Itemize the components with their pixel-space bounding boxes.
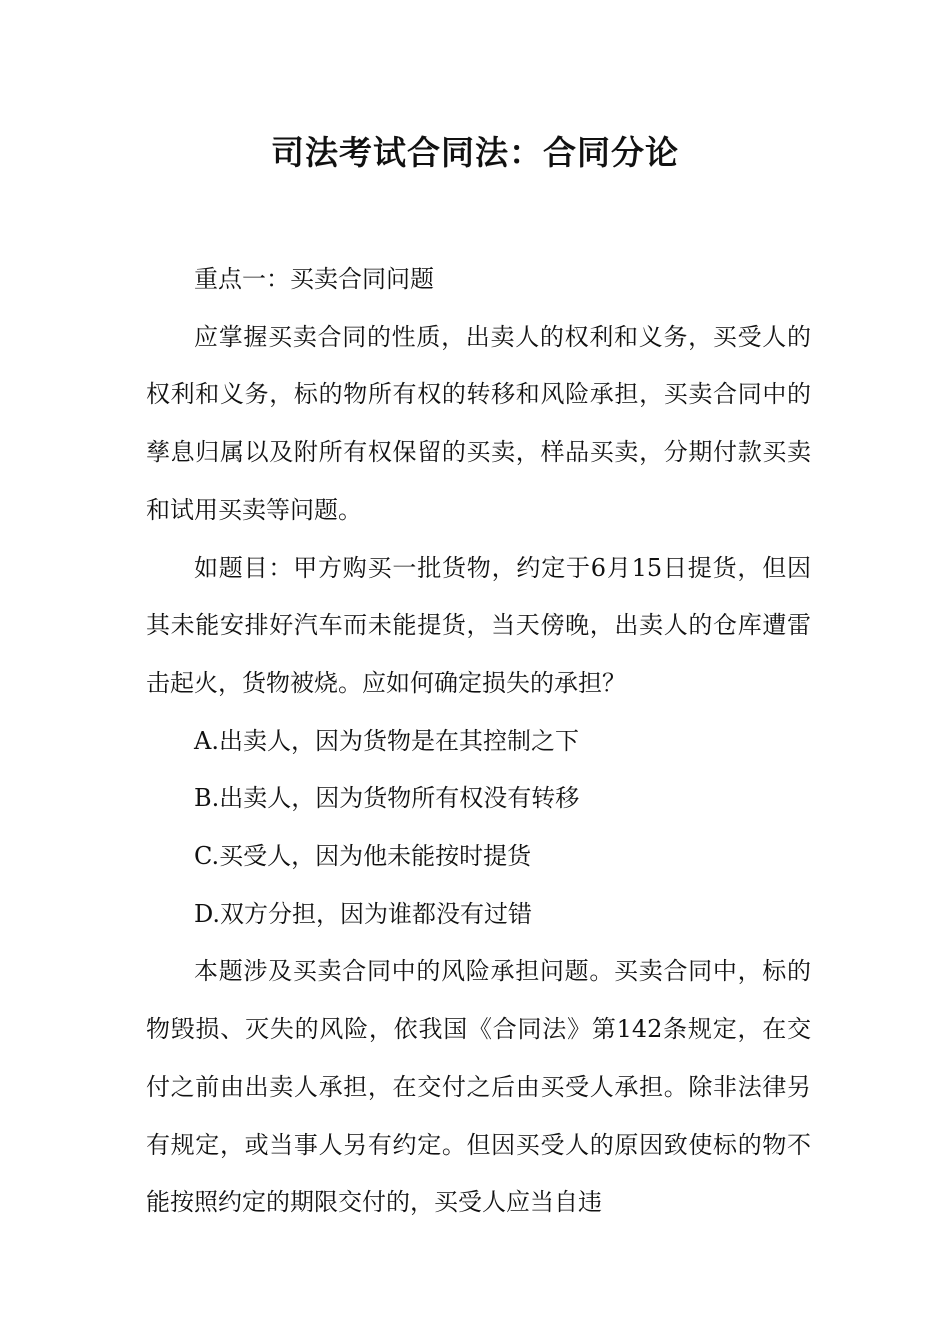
answer-option-a: A.出卖人，因为货物是在其控制之下 bbox=[194, 726, 579, 755]
answer-option-b: B.出卖人，因为货物所有权没有转移 bbox=[194, 784, 580, 813]
explanation-paragraph: 本题涉及买卖合同中的风险承担问题。买卖合同中，标的物毁损、灭失的风险，依我国《合同法》第142条规定，在交付之前由出卖人承担，在交付之后由买受人承担。除非法律另有规定，或当事人另有约定。但因买受人的原因致使标的物不能按照约定的期限交付的，买受人应当自违 bbox=[146, 957, 811, 1217]
question-paragraph: 如题目：甲方购买一批货物，约定于6月15日提货，但因其未能安排好汽车而未能提货，当天傍晚，出卖人的仓库遭雷击起火，货物被烧。应如何确定损失的承担？ bbox=[146, 553, 811, 697]
document-title: 司法考试合同法：合同分论 bbox=[271, 133, 679, 172]
answer-option-c: C.买受人，因为他未能按时提货 bbox=[194, 842, 532, 871]
document-body bbox=[146, 251, 811, 1232]
section-heading: 重点一：买卖合同问题 bbox=[194, 265, 434, 293]
answer-option-d: D.双方分担，因为谁都没有过错 bbox=[194, 899, 533, 928]
paragraph: 应掌握买卖合同的性质，出卖人的权利和义务，买受人的权利和义务，标的物所有权的转移和风险承担，买卖合同中的孳息归属以及附所有权保留的买卖，样品买卖，分期付款买卖和试用买卖等问题。 bbox=[146, 322, 811, 524]
